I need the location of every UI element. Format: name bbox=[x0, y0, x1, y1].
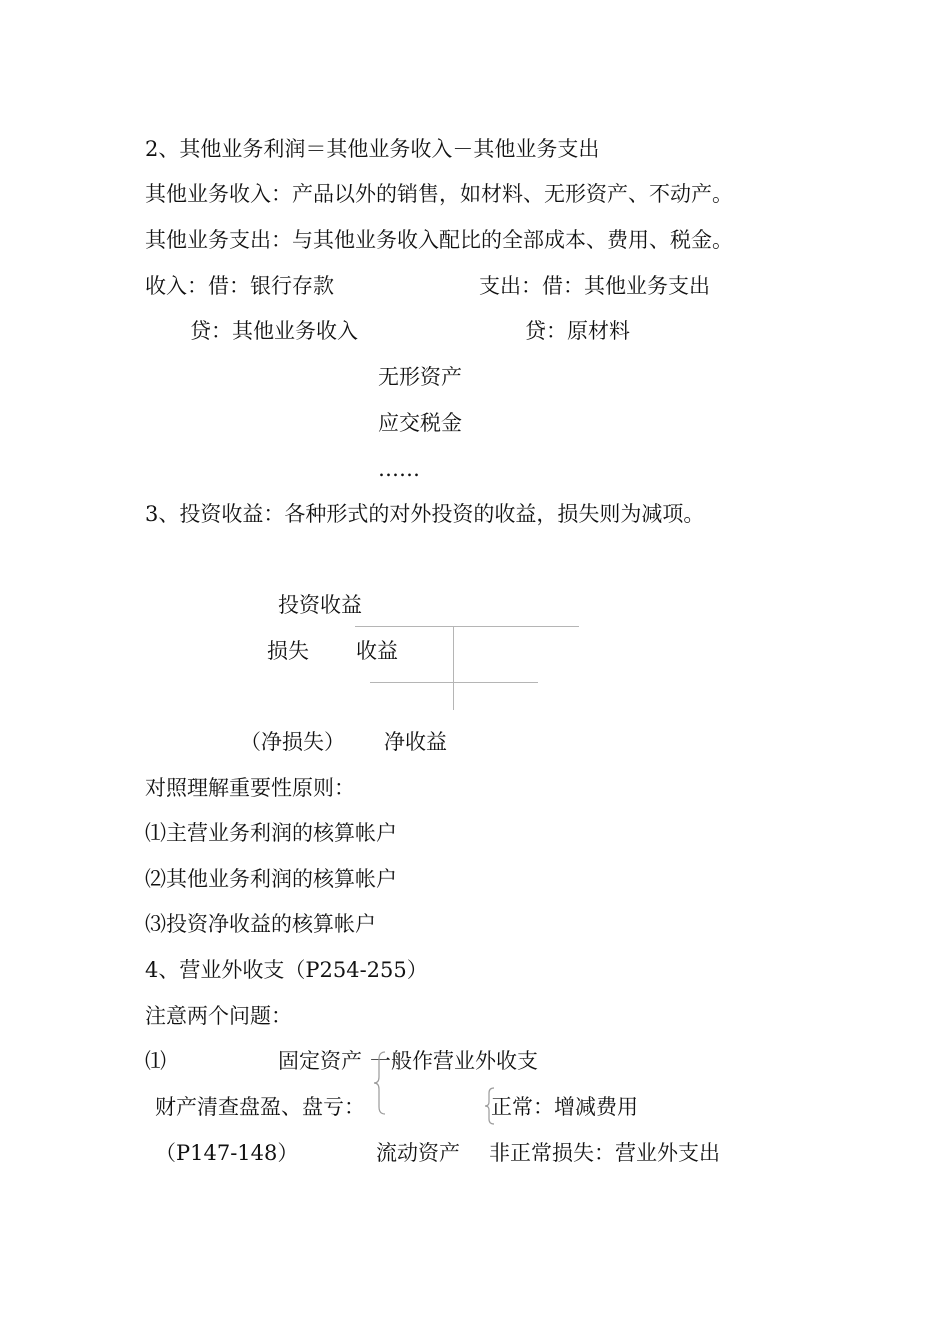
list-item: ⑶投资净收益的核算帐户 bbox=[145, 912, 376, 936]
other-income-definition: 其他业务收入：产品以外的销售，如材料、无形资产、不动产。 bbox=[145, 182, 733, 206]
normal-case-label: 正常：增减费用 bbox=[491, 1095, 638, 1119]
t-account-net-loss: （净损失） bbox=[240, 730, 345, 754]
section2-heading: 2、其他业务利润＝其他业务收入－其他业务支出 bbox=[145, 137, 600, 161]
t-account-title: 投资收益 bbox=[278, 593, 362, 617]
list-item: ⑵其他业务利润的核算帐户 bbox=[145, 867, 397, 891]
fixed-assets-label: 固定资产 bbox=[278, 1049, 362, 1073]
note-heading: 注意两个问题： bbox=[145, 1004, 292, 1028]
list-item: ⑴主营业务利润的核算帐户 bbox=[145, 821, 397, 845]
t-account-loss-label: 损失 bbox=[267, 639, 309, 663]
fixed-assets-rule: 一般作营业外收支 bbox=[370, 1049, 538, 1073]
other-expense-definition: 其他业务支出：与其他业务收入配比的全部成本、费用、税金。 bbox=[145, 228, 733, 252]
expense-credit-entry-1: 贷：原材料 bbox=[525, 319, 630, 343]
abnormal-case-label: 非正常损失：营业外支出 bbox=[489, 1141, 720, 1165]
income-credit-entry: 贷：其他业务收入 bbox=[190, 319, 358, 343]
left-brace-icon bbox=[372, 1050, 386, 1116]
page-reference: （P147-148） bbox=[155, 1141, 299, 1165]
t-account-bottom-line bbox=[370, 682, 538, 683]
t-account-income-label: 收益 bbox=[356, 639, 398, 663]
current-assets-label: 流动资产 bbox=[376, 1141, 460, 1165]
expense-debit-entry: 支出：借：其他业务支出 bbox=[479, 274, 710, 298]
section3-heading: 3、投资收益：各种形式的对外投资的收益，损失则为减项。 bbox=[145, 502, 705, 526]
t-account-net-income: 净收益 bbox=[384, 730, 447, 754]
inventory-check-label: 财产清查盘盈、盘亏： bbox=[155, 1095, 365, 1119]
item-marker: ⑴ bbox=[145, 1049, 166, 1073]
section4-heading: 4、营业外收支（P254-255） bbox=[145, 958, 428, 982]
expense-credit-ellipsis: …… bbox=[378, 457, 420, 481]
income-debit-entry: 收入：借：银行存款 bbox=[145, 274, 334, 298]
expense-credit-entry-3: 应交税金 bbox=[378, 411, 462, 435]
t-account-top-line bbox=[355, 626, 579, 627]
t-account-vertical-line bbox=[453, 626, 454, 710]
expense-credit-entry-2: 无形资产 bbox=[378, 365, 462, 389]
compare-heading: 对照理解重要性原则： bbox=[145, 776, 355, 800]
